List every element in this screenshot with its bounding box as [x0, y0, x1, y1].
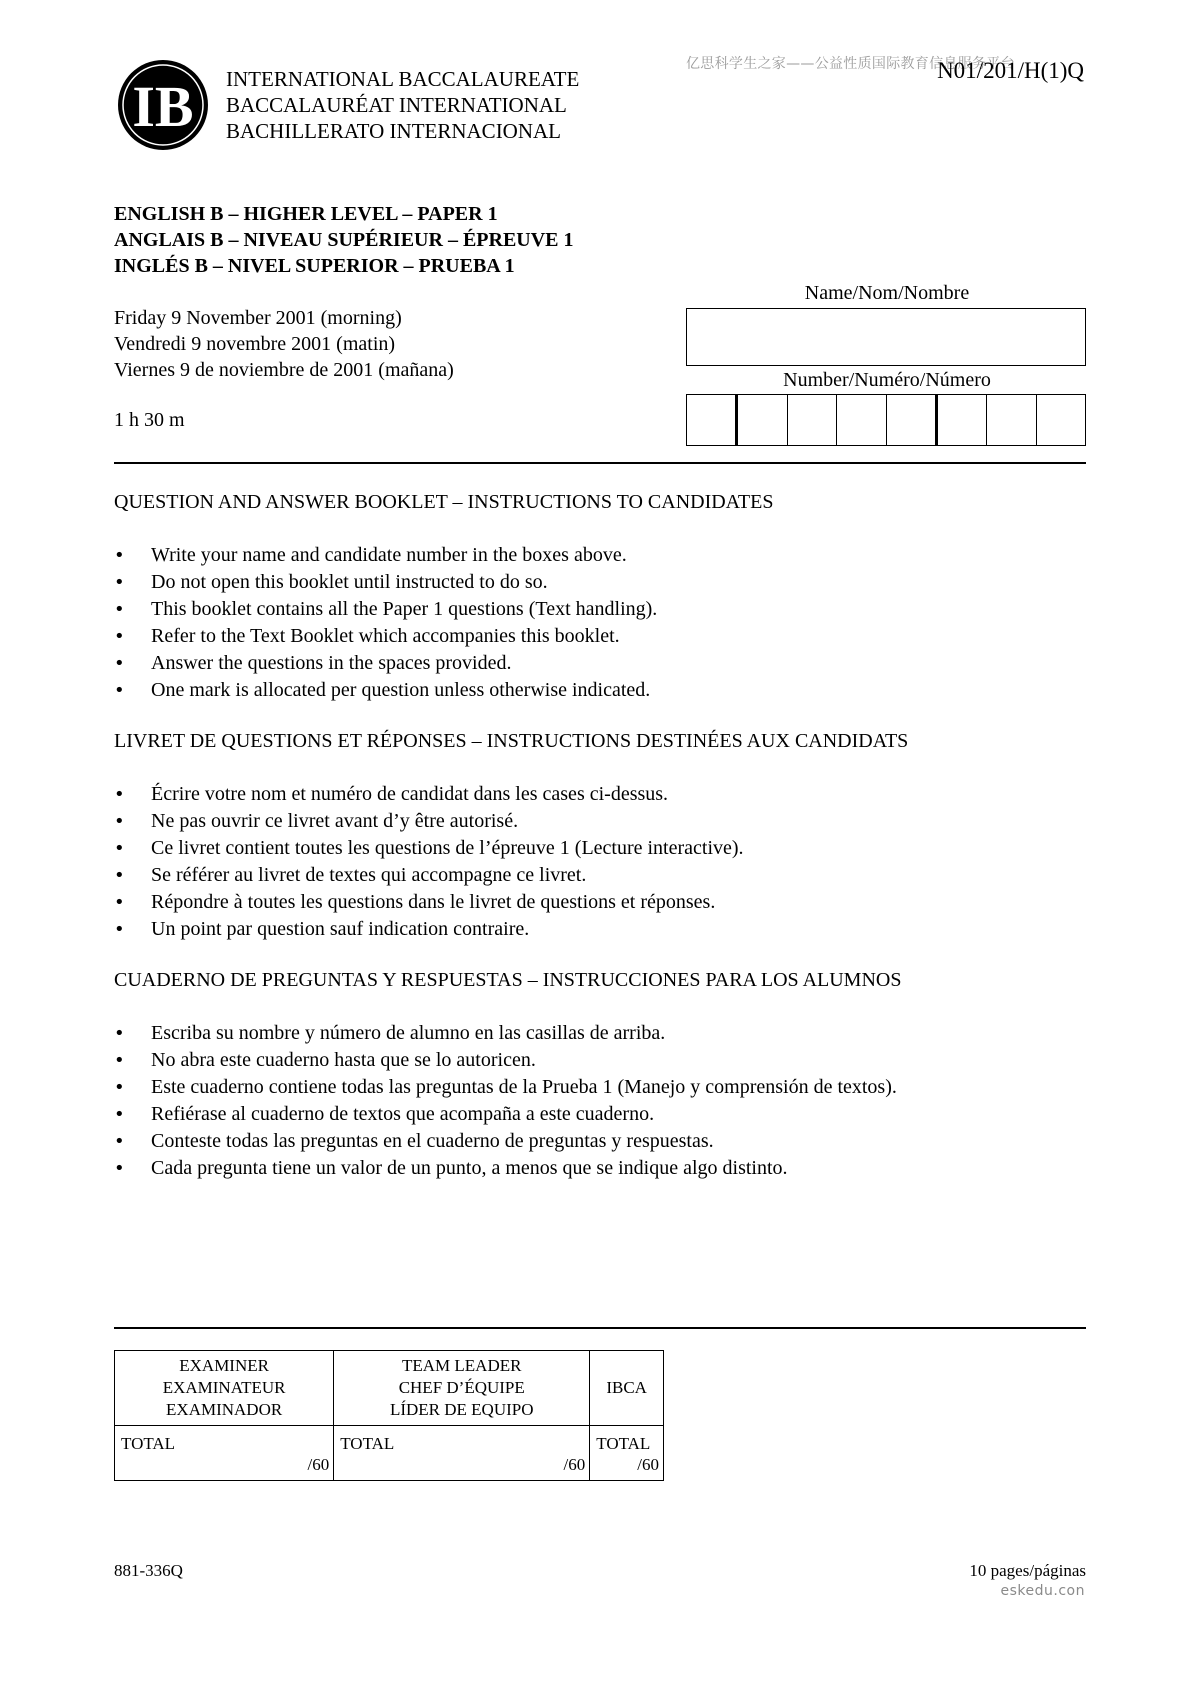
total-max: /60	[637, 1455, 659, 1474]
list-item: • Write your name and candidate number in the boxes above.	[114, 542, 657, 569]
watermark-top: 亿思科学生之家——公益性质国际教育信息服务平台	[686, 56, 1015, 72]
org-name-es: BACHILLERATO INTERNACIONAL	[226, 119, 562, 143]
header-line: CHEF D’ÉQUIPE	[398, 1378, 525, 1397]
list-item: • Answer the questions in the spaces provided.	[114, 650, 657, 677]
ibca-header	[590, 1351, 664, 1426]
total-label: TOTAL	[121, 1434, 176, 1453]
paper-code: N01/201/H(1)Q	[937, 58, 1084, 83]
svg-text:IB: IB	[132, 74, 194, 139]
header-line: EXAMINATEUR	[162, 1378, 286, 1397]
instructions-list-en	[114, 542, 657, 704]
header-line: EXAMINADOR	[166, 1400, 283, 1419]
exam-dates	[114, 305, 454, 383]
number-cell[interactable]	[1037, 395, 1085, 445]
org-name-en: INTERNATIONAL BACCALAUREATE	[226, 67, 580, 91]
list-item: • Este cuaderno contiene todas las preguntas de la Prueba 1 (Manejo y comprensión de textos).	[114, 1074, 897, 1101]
list-item: • One mark is allocated per question unless otherwise indicated.	[114, 677, 657, 704]
list-item: • Ne pas ouvrir ce livret avant d’y être autorisé.	[114, 808, 744, 835]
list-item: • Cada pregunta tiene un valor de un punto, a menos que se indique algo distinto.	[114, 1155, 897, 1182]
team-leader-total-cell[interactable]	[334, 1426, 590, 1481]
number-cell[interactable]	[887, 395, 936, 445]
title-fr: ANGLAIS B – NIVEAU SUPÉRIEUR – ÉPREUVE 1	[114, 229, 574, 251]
number-cell[interactable]	[687, 395, 736, 445]
number-cell[interactable]	[788, 395, 837, 445]
date-en: Friday 9 November 2001 (morning)	[114, 307, 402, 329]
list-item: • Écrire votre nom et numéro de candidat dans les cases ci-dessus.	[114, 781, 744, 808]
divider-top	[114, 462, 1086, 464]
list-item: • Un point par question sauf indication contraire.	[114, 916, 744, 943]
section-heading-es: CUADERNO DE PREGUNTAS Y RESPUESTAS – INSTRUCCIONES PARA LOS ALUMNOS	[114, 969, 902, 991]
date-fr: Vendredi 9 novembre 2001 (matin)	[114, 333, 396, 355]
list-item: • Refiérase al cuaderno de textos que acompaña a este cuaderno.	[114, 1101, 897, 1128]
list-item: • Ce livret contient toutes les questions de l’épreuve 1 (Lecture interactive).	[114, 835, 744, 862]
total-max: /60	[307, 1455, 330, 1474]
number-cell[interactable]	[987, 395, 1036, 445]
list-item: • Escriba su nombre y número de alumno en las casillas de arriba.	[114, 1020, 897, 1047]
section-heading-fr: LIVRET DE QUESTIONS ET RÉPONSES – INSTRUCTIONS DESTINÉES AUX CANDIDATS	[114, 730, 909, 752]
exam-duration: 1 h 30 m	[114, 409, 185, 431]
list-item: • Conteste todas las preguntas en el cuaderno de preguntas y respuestas.	[114, 1128, 897, 1155]
watermark-bottom: eskedu.con	[1000, 1583, 1085, 1599]
list-item: • Refer to the Text Booklet which accompanies this booklet.	[114, 623, 657, 650]
examiner-header	[115, 1351, 334, 1426]
header-line: LÍDER DE EQUIPO	[389, 1400, 534, 1419]
list-item: • Do not open this booklet until instructed to do so.	[114, 569, 657, 596]
title-es: INGLÉS B – NIVEL SUPERIOR – PRUEBA 1	[114, 255, 515, 277]
examiner-total-cell[interactable]	[115, 1426, 334, 1481]
exam-titles	[114, 201, 574, 279]
page-count: 10 pages/páginas	[969, 1561, 1086, 1580]
organization-names	[226, 66, 579, 144]
ib-logo-icon	[117, 59, 209, 151]
number-cell[interactable]	[837, 395, 886, 445]
total-label: TOTAL	[340, 1434, 395, 1453]
list-item: • Se référer au livret de textes qui accompagne ce livret.	[114, 862, 744, 889]
name-box[interactable]	[686, 308, 1086, 366]
list-item: • No abra este cuaderno hasta que se lo autoricen.	[114, 1047, 897, 1074]
list-item: • This booklet contains all the Paper 1 questions (Text handling).	[114, 596, 657, 623]
divider-bottom	[114, 1327, 1086, 1329]
instructions-list-fr	[114, 781, 744, 943]
marks-table	[114, 1350, 664, 1481]
list-item: • Répondre à toutes les questions dans le livret de questions et réponses.	[114, 889, 744, 916]
date-es: Viernes 9 de noviembre de 2001 (mañana)	[114, 359, 454, 381]
number-cell[interactable]	[936, 395, 987, 445]
org-name-fr: BACCALAURÉAT INTERNATIONAL	[226, 93, 567, 117]
header-line: EXAMINER	[179, 1356, 269, 1375]
number-cell[interactable]	[736, 395, 787, 445]
total-max: /60	[563, 1455, 586, 1474]
header-line: IBCA	[606, 1378, 647, 1397]
ibca-total-cell[interactable]	[590, 1426, 664, 1481]
instructions-list-es	[114, 1020, 897, 1182]
candidate-number-boxes[interactable]	[686, 394, 1086, 446]
title-en: ENGLISH B – HIGHER LEVEL – PAPER 1	[114, 203, 498, 225]
document-code: 881-336Q	[114, 1561, 183, 1580]
team-leader-header	[334, 1351, 590, 1426]
section-heading-en: QUESTION AND ANSWER BOOKLET – INSTRUCTIONS TO CANDIDATES	[114, 491, 774, 513]
number-label: Number/Numéro/Número	[783, 369, 991, 391]
total-label: TOTAL	[596, 1434, 651, 1453]
name-label: Name/Nom/Nombre	[804, 282, 970, 304]
header-line: TEAM LEADER	[402, 1356, 522, 1375]
